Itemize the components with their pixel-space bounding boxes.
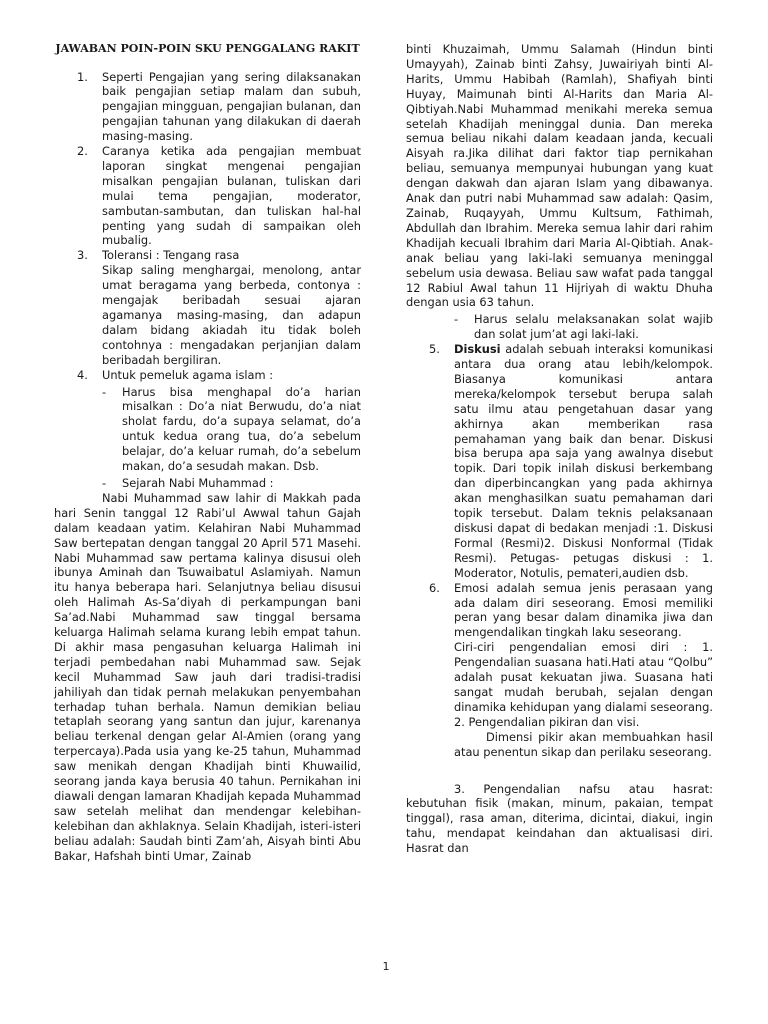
- item-number: 5.: [429, 342, 440, 357]
- list-item: [406, 342, 713, 581]
- right-column: [406, 42, 713, 856]
- item-text-paragraph-2: Ciri-ciri pengendalian emosi diri : 1. Pengendalian suasana hati.Hati atau “Qolbu” adalah pusat kekuatan jiwa. Suasana hati sangat mudah berubah, sejalan dengan dinamika kehidupan yang dialami seseorang. 2. Pengendalian pikiran dan visi.: [454, 640, 713, 729]
- dash-marker: -: [454, 312, 459, 327]
- left-column: [54, 42, 361, 864]
- sub-item: [102, 385, 361, 474]
- item-text: Toleransi : Tengang rasa: [102, 248, 240, 263]
- dash-marker: -: [102, 384, 107, 399]
- bottom-paragraph: 3. Pengendalian nafsu atau hasrat: kebutuhan fisik (makan, minum, pakaian, tempat tinggal), rasa aman, diterima, dicintai, diakui, ingin tahu, mendapat keindahan dan aktualisasi diri. Hasrat dan: [406, 781, 713, 856]
- sub-item-text: Harus bisa menghapal do’a harian misalkan : Do’a niat Berwudu, do’a niat sholat fardu, do’a supaya selamat, do’a untuk kedua orang tua, do’a sebelum belajar, do’a keluar rumah, do’a sebelum makan, do’a sesudah makan. Dsb.: [122, 384, 361, 474]
- list-item: [406, 312, 713, 342]
- sub-item-text: Harus selalu melaksanakan solat wajib dan solat jum’at agi laki-laki.: [474, 312, 713, 342]
- list-item: [54, 144, 361, 248]
- sub-item-text: Sejarah Nabi Muhammad :: [122, 475, 274, 490]
- item-number: 2.: [77, 144, 88, 159]
- list-item: [54, 368, 361, 491]
- item-text: Untuk pemeluk agama islam :: [102, 367, 274, 382]
- sub-item: [454, 312, 713, 342]
- term-definition: adalah sebuah interaksi komunikasi antara dua orang atau lebih/kelompok. Biasanya komunikasi antara mereka/kelompok tersebut berupa salah satu ilmu atau pengetahuan dasar yang akhirnya akan memberikan rasa pemahaman yang baik dan benar. Diskusi bisa berupa apa saja yang awalnya disebut topik. Dari topik inilah diskusi berkembang dan diperbincangkan yang pada akhirnya akan menghasilkan suatu pemahaman dari topik tersebut. Dalam teknis pelaksanaan diskusi dapat di bedakan menjadi :1. Diskusi Formal (Resmi)2. Diskusi Nonformal (Tidak Resmi). Petugas- petugas diskusi : 1. Moderator, Notulis, pemateri,audien dsb.: [454, 342, 713, 580]
- item-text: Emosi adalah semua jenis perasaan yang ada dalam diri seseorang. Emosi memiliki peran yang besar dalam dinamika jiwa dan mengendalikan tingkah laku seseorang.: [454, 580, 713, 640]
- list-item: [54, 248, 361, 367]
- list-item: [406, 581, 713, 760]
- history-continuation: binti Khuzaimah, Ummu Salamah (Hindun binti Umayyah), Zainab binti Zahsy, Juwairiyah binti Al-Harits, Ummu Habibah (Ramlah), Shafiyah binti Huyay, Maimunah binti Al-Harits dan Maria Al-Qibtiyah.Nabi Muhammad menikahi mereka semua setelah Khadijah meninggal dunia. Dan mereka semua beliau nikahi dalam keadaan janda, kecuali Aisyah ra.Jika dilihat dari faktor tiap pernikahan beliau, semuanya mempunyai hubungan yang kuat dengan dakwah dan ajaran Islam yang dibawanya. Anak dan putri nabi Muhammad saw adalah: Qasim, Zainab, Ruqayyah, Ummu Kultsum, Fathimah, Abdullah dan Ibrahim. Mereka semua lahir dari rahim Khadijah kecuali Ibrahim dari Maria Al-Qibtiah. Anak-anak beliau yang laki-laki semuanya meninggal sebelum usia dewasa. Beliau saw wafat pada tanggal 12 Rabiul Awal tahun 11 Hijriyah di waktu Dhuha dengan usia 63 tahun.: [406, 42, 713, 310]
- list-item: [54, 70, 361, 145]
- answer-list-right: [406, 312, 713, 759]
- item-number: 4.: [77, 367, 88, 382]
- sub-item: [102, 476, 361, 491]
- document-title: JAWABAN POIN-POIN SKU PENGGALANG RAKIT: [55, 42, 360, 55]
- item-extra-text: Sikap saling menghargai, menolong, antar umat beragama yang berbeda, contonya : mengajak beribadah sesuai ajaran agamanya masing-masing, dan adapun dalam bidang akiadah itu tidak boleh contohnya : mengadakan perjanjian dalam beribadah bergiliran.: [102, 263, 361, 367]
- item-text: Seperti Pengajian yang sering dilaksanakan baik pengajian setiap malam dan subuh, pengajian mingguan, pengajian bulanan, dan pengajian tahunan yang dilakukan di daerah masing-masing.: [102, 69, 361, 144]
- dash-marker: -: [102, 475, 107, 490]
- item-text: [454, 342, 713, 581]
- term-bold: Diskusi: [454, 342, 501, 357]
- item-number: 3.: [77, 248, 88, 263]
- item-number: 1.: [77, 69, 88, 84]
- item-number: 6.: [429, 580, 440, 595]
- page-number: 1: [382, 960, 390, 973]
- answer-list-left: [54, 70, 361, 491]
- item-text: Caranya ketika ada pengajian membuat laporan singkat mengenai pengajian misalkan pengajian bulanan, tuliskan dari mulai tema pengajian, moderator, sambutan-sambutan, dan tuliskan hal-hal penting yang sudah di sampaikan oleh mubalig.: [102, 144, 361, 248]
- history-paragraph: Nabi Muhammad saw lahir di Makkah pada hari Senin tanggal 12 Rabi’ul Awwal tahun Gajah dalam keadaan yatim. Kelahiran Nabi Muhammad Saw bertepatan dengan tanggal 20 April 571 Masehi. Nabi Muhammad saw pertama kalinya disusui oleh ibunya Aminah dan Tsuwaibatul Aslamiyah. Namun itu hanya beberapa hari. Selanjutnya beliau disusui oleh Halimah As-Sa’diyah di perkampungan bani Sa’ad.Nabi Muhammad saw tinggal bersama keluarga Halimah selama kurang lebih empat tahun. Di akhir masa pengasuhan keluarga Halimah ini terjadi pembedahan nabi Muhammad saw. Sejak kecil Muhammad Saw jauh dari tradisi-tradisi jahiliyah dan tidak pernah melakukan penyembahan terhadap tuhan berhala. Namun demikian beliau tetaplah seorang yang santun dan jujur, karenanya beliau terkenal dengan gelar Al-Amien (orang yang terpercaya).Pada usia yang ke-25 tahun, Muhammad saw menikah dengan Khadijah binti Khuwailid, seorang janda kaya berusia 40 tahun. Pernikahan ini diawali dengan lamaran Khadijah kepada Muhammad saw setelah melihat dan mendengar kelebihan-kelebihan dan akhlaknya. Selain Khadijah, isteri-isteri beliau adalah: Saudah binti Zam’ah, Aisyah binti Abu Bakar, Hafshah binti Umar, Zainab: [54, 490, 361, 863]
- item-text-paragraph-3: Dimensi pikir akan membuahkan hasil atau penentun sikap dan perilaku seseorang.: [454, 729, 713, 759]
